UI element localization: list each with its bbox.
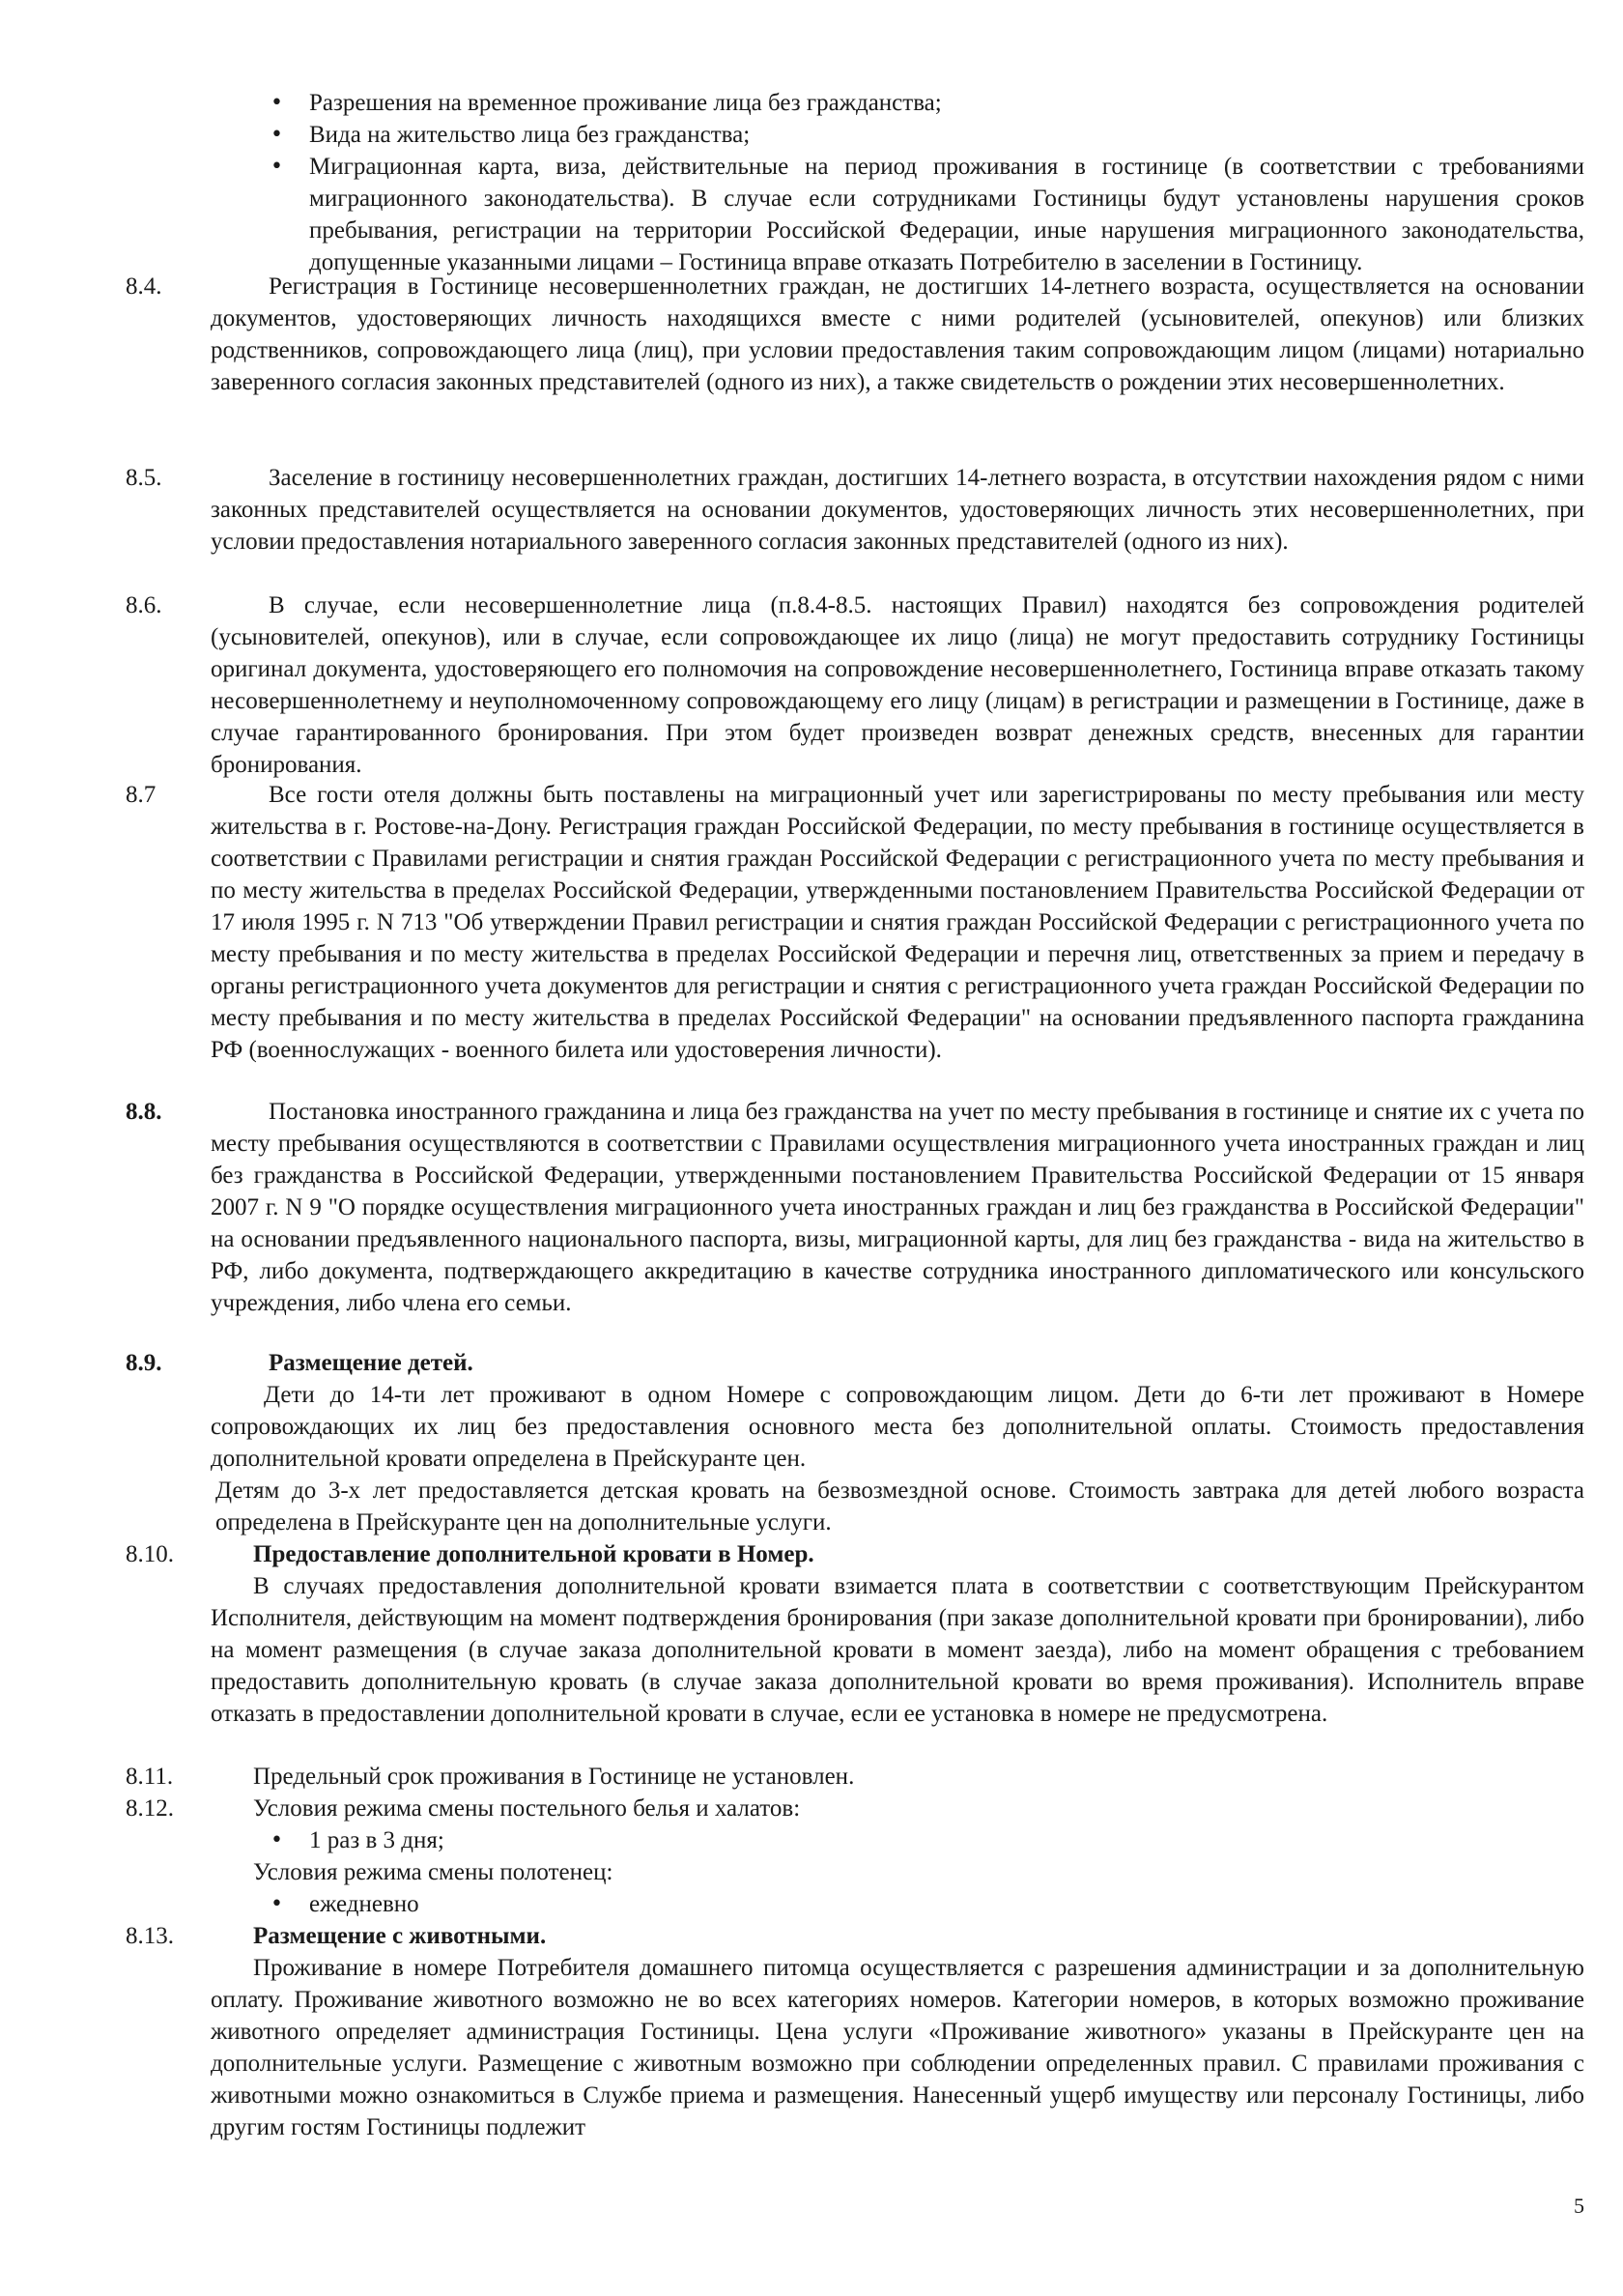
- section-8-8: [0, 1096, 1623, 1319]
- section-8-13-body: [0, 1952, 1623, 2143]
- section-number: 8.9.: [126, 1350, 162, 1376]
- section-heading: Размещение с животными.: [253, 1923, 547, 1949]
- list-item: • ежедневно: [309, 1888, 1584, 1920]
- section-number: 8.8.: [126, 1099, 162, 1125]
- section-number: 8.5.: [126, 465, 162, 491]
- towel-bullet-list: [309, 1888, 1584, 1920]
- section-number: 8.13.: [126, 1923, 174, 1949]
- section-text: Дети до 14-ти лет проживают в одном Номере с сопровождающим лицом. Дети до 6-ти лет проживают в Номере сопровождающих их лиц без предоставления основного места без дополнительной оплаты. Стоимость предоставления дополнительной кровати определена в Прейскуранте цен.: [211, 1382, 1584, 1472]
- permit-bullet-list: [309, 87, 1584, 278]
- section-text: Заселение в гостиницу несовершеннолетних граждан, достигших 14-летнего возраста, в отсутствии нахождения рядом с ними законных представителей осуществляется на основании документов, удостоверяющих личность этих несовершеннолетних, при условии предоставления нотариального заверенного согласия законных представителей (одного из них).: [211, 465, 1584, 555]
- section-text: Постановка иностранного гражданина и лица без гражданства на учет по месту пребывания в гостинице и снятие их с учета по месту пребывания осуществляются в соответствии с Правилами осуществления миграционного учета иностранных граждан и лиц без гражданства в Российской Федерации, утвержденными постановлением Правительства Российской Федерации от 15 января 2007 г. N 9 "О порядке осуществления миграционного учета иностранных граждан и лиц без гражданства в Российской Федерации" на основании предъявленного национального паспорта, визы, миграционной карты, для лиц без гражданства - вида на жительство в РФ, либо документа, подтверждающего аккредитацию в качестве сотрудника иностранного дипломатического или консульского учреждения, либо члена его семьи.: [211, 1099, 1584, 1316]
- section-number: 8.10.: [126, 1541, 174, 1567]
- section-text: Проживание в номере Потребителя домашнего питомца осуществляется с разрешения администрации и за дополнительную оплату. Проживание животного возможно не во всех категориях номеров. Категории номеров, в которых возможно проживание животного определяет администрация Гостиницы. Цена услуги «Проживание животного» указаны в Прейскуранте цен на дополнительные услуги. Размещение с животным возможно при соблюдении определенных правил. С правилами проживания с животными можно ознакомиться в Службе приема и размещения. Нанесенный ущерб имуществу или персоналу Гостиницы, либо другим гостям Гостиницы подлежит: [211, 1955, 1584, 2140]
- section-8-10-body: [0, 1570, 1623, 1730]
- section-number: 8.12.: [126, 1795, 174, 1822]
- section-number: 8.6.: [126, 592, 162, 618]
- list-item: • 1 раз в 3 дня;: [309, 1824, 1584, 1856]
- section-text: Все гости отеля должны быть поставлены на миграционный учет или зарегистрированы по месту пребывания или месту жительства в г. Ростове-на-Дону. Регистрация граждан Российской Федерации, по месту пребывания в гостинице осуществляется в соответствии с Правилами регистрации и снятия граждан Российской Федерации с регистрационного учета по месту пребывания и по месту жительства в пределах Российской Федерации, утвержденными постановлением Правительства Российской Федерации от 17 июля 1995 г. N 713 "Об утверждении Правил регистрации и снятия граждан Российской Федерации с регистрационного учета по месту пребывания и по месту жительства в пределах Российской Федерации и перечня лиц, ответственных за прием и передачу в органы регистрационного учета документов для регистрации и снятия с регистрационного учета граждан Российской Федерации по месту пребывания и по месту жительства в пределах Российской Федерации" на основании предъявленного паспорта гражданина РФ (военнослужащих - военного билета или удостоверения личности).: [211, 782, 1584, 1063]
- section-8-6: [0, 589, 1623, 781]
- section-text: Регистрация в Гостинице несовершеннолетних граждан, не достигших 14-летнего возраста, осуществляется на основании документов, удостоверяющих личность находящихся вместе с ними родителей (усыновителей, опекунов) или близких родственников, сопровождающего лица (лиц), при условии предоставления таким сопровождающим лицом (лицами) нотариально заверенного согласия законных представителей (одного из них), а также свидетельств о рождении этих несовершеннолетних.: [211, 273, 1584, 395]
- section-number: 8.7: [126, 782, 157, 808]
- section-8-5: [0, 462, 1623, 558]
- list-item: • Миграционная карта, виза, действительные на период проживания в гостинице (в соответствии с требованиями миграционного законодательства). В случае если сотрудниками Гостиницы будут установлены нарушения сроков пребывания, регистрации на территории Российской Федерации, иные нарушения миграционного законодательства, допущенные указанными лицами – Гостиница вправе отказать Потребителю в заселении в Гостиницу.: [309, 151, 1584, 278]
- page-number: 5: [1574, 2194, 1584, 2218]
- section-text: Условия режима смены постельного белья и халатов:: [253, 1795, 801, 1822]
- list-item: • Вида на жительство лица без гражданства;: [309, 119, 1584, 151]
- list-item: • Разрешения на временное проживание лица без гражданства;: [309, 87, 1584, 119]
- section-text: Детям до 3-х лет предоставляется детская кровать на безвозмездной основе. Стоимость завтрака для детей любого возраста определена в Прейскуранте цен на дополнительные услуги.: [215, 1478, 1584, 1535]
- section-number: 8.11.: [126, 1764, 174, 1790]
- section-text: Условия режима смены полотенец:: [253, 1859, 613, 1885]
- section-heading: Предоставление дополнительной кровати в Номер.: [253, 1541, 814, 1567]
- section-8-9-body: [0, 1379, 1623, 1538]
- section-number: 8.4.: [126, 273, 162, 300]
- linen-bullet-list: [309, 1824, 1584, 1856]
- section-8-4: [0, 271, 1623, 398]
- section-text: В случае, если несовершеннолетние лица (п.8.4-8.5. настоящих Правил) находятся без сопровождения родителей (усыновителей, опекунов), или в случае, если сопровождающее их лицо (лица) не могут предоставить сотруднику Гостиницы оригинал документа, удостоверяющего его полномочия на сопровождение несовершеннолетнего, Гостиница вправе отказать такому несовершеннолетнему и неуполномоченному сопровождающему его лицу (лицам) в регистрации и размещении в Гостинице, даже в случае гарантированного бронирования. При этом будет произведен возврат денежных средств, внесенных для гарантии бронирования.: [211, 592, 1584, 778]
- section-text: Предельный срок проживания в Гостинице не установлен.: [253, 1764, 855, 1790]
- section-8-7: [0, 779, 1623, 1066]
- section-heading: Размещение детей.: [269, 1350, 473, 1376]
- section-text: В случаях предоставления дополнительной кровати взимается плата в соответствии с соответствующим Прейскурантом Исполнителя, действующим на момент подтверждения бронирования (при заказе дополнительной кровати при бронировании), либо на момент размещения (в случае заказа дополнительной кровати в момент заезда), либо на момент обращения с требованием предоставить дополнительную кровать (в случае заказа дополнительной кровати во время проживания). Исполнитель вправе отказать в предоставлении дополнительной кровати в случае, если ее установка в номере не предусмотрена.: [211, 1573, 1584, 1727]
